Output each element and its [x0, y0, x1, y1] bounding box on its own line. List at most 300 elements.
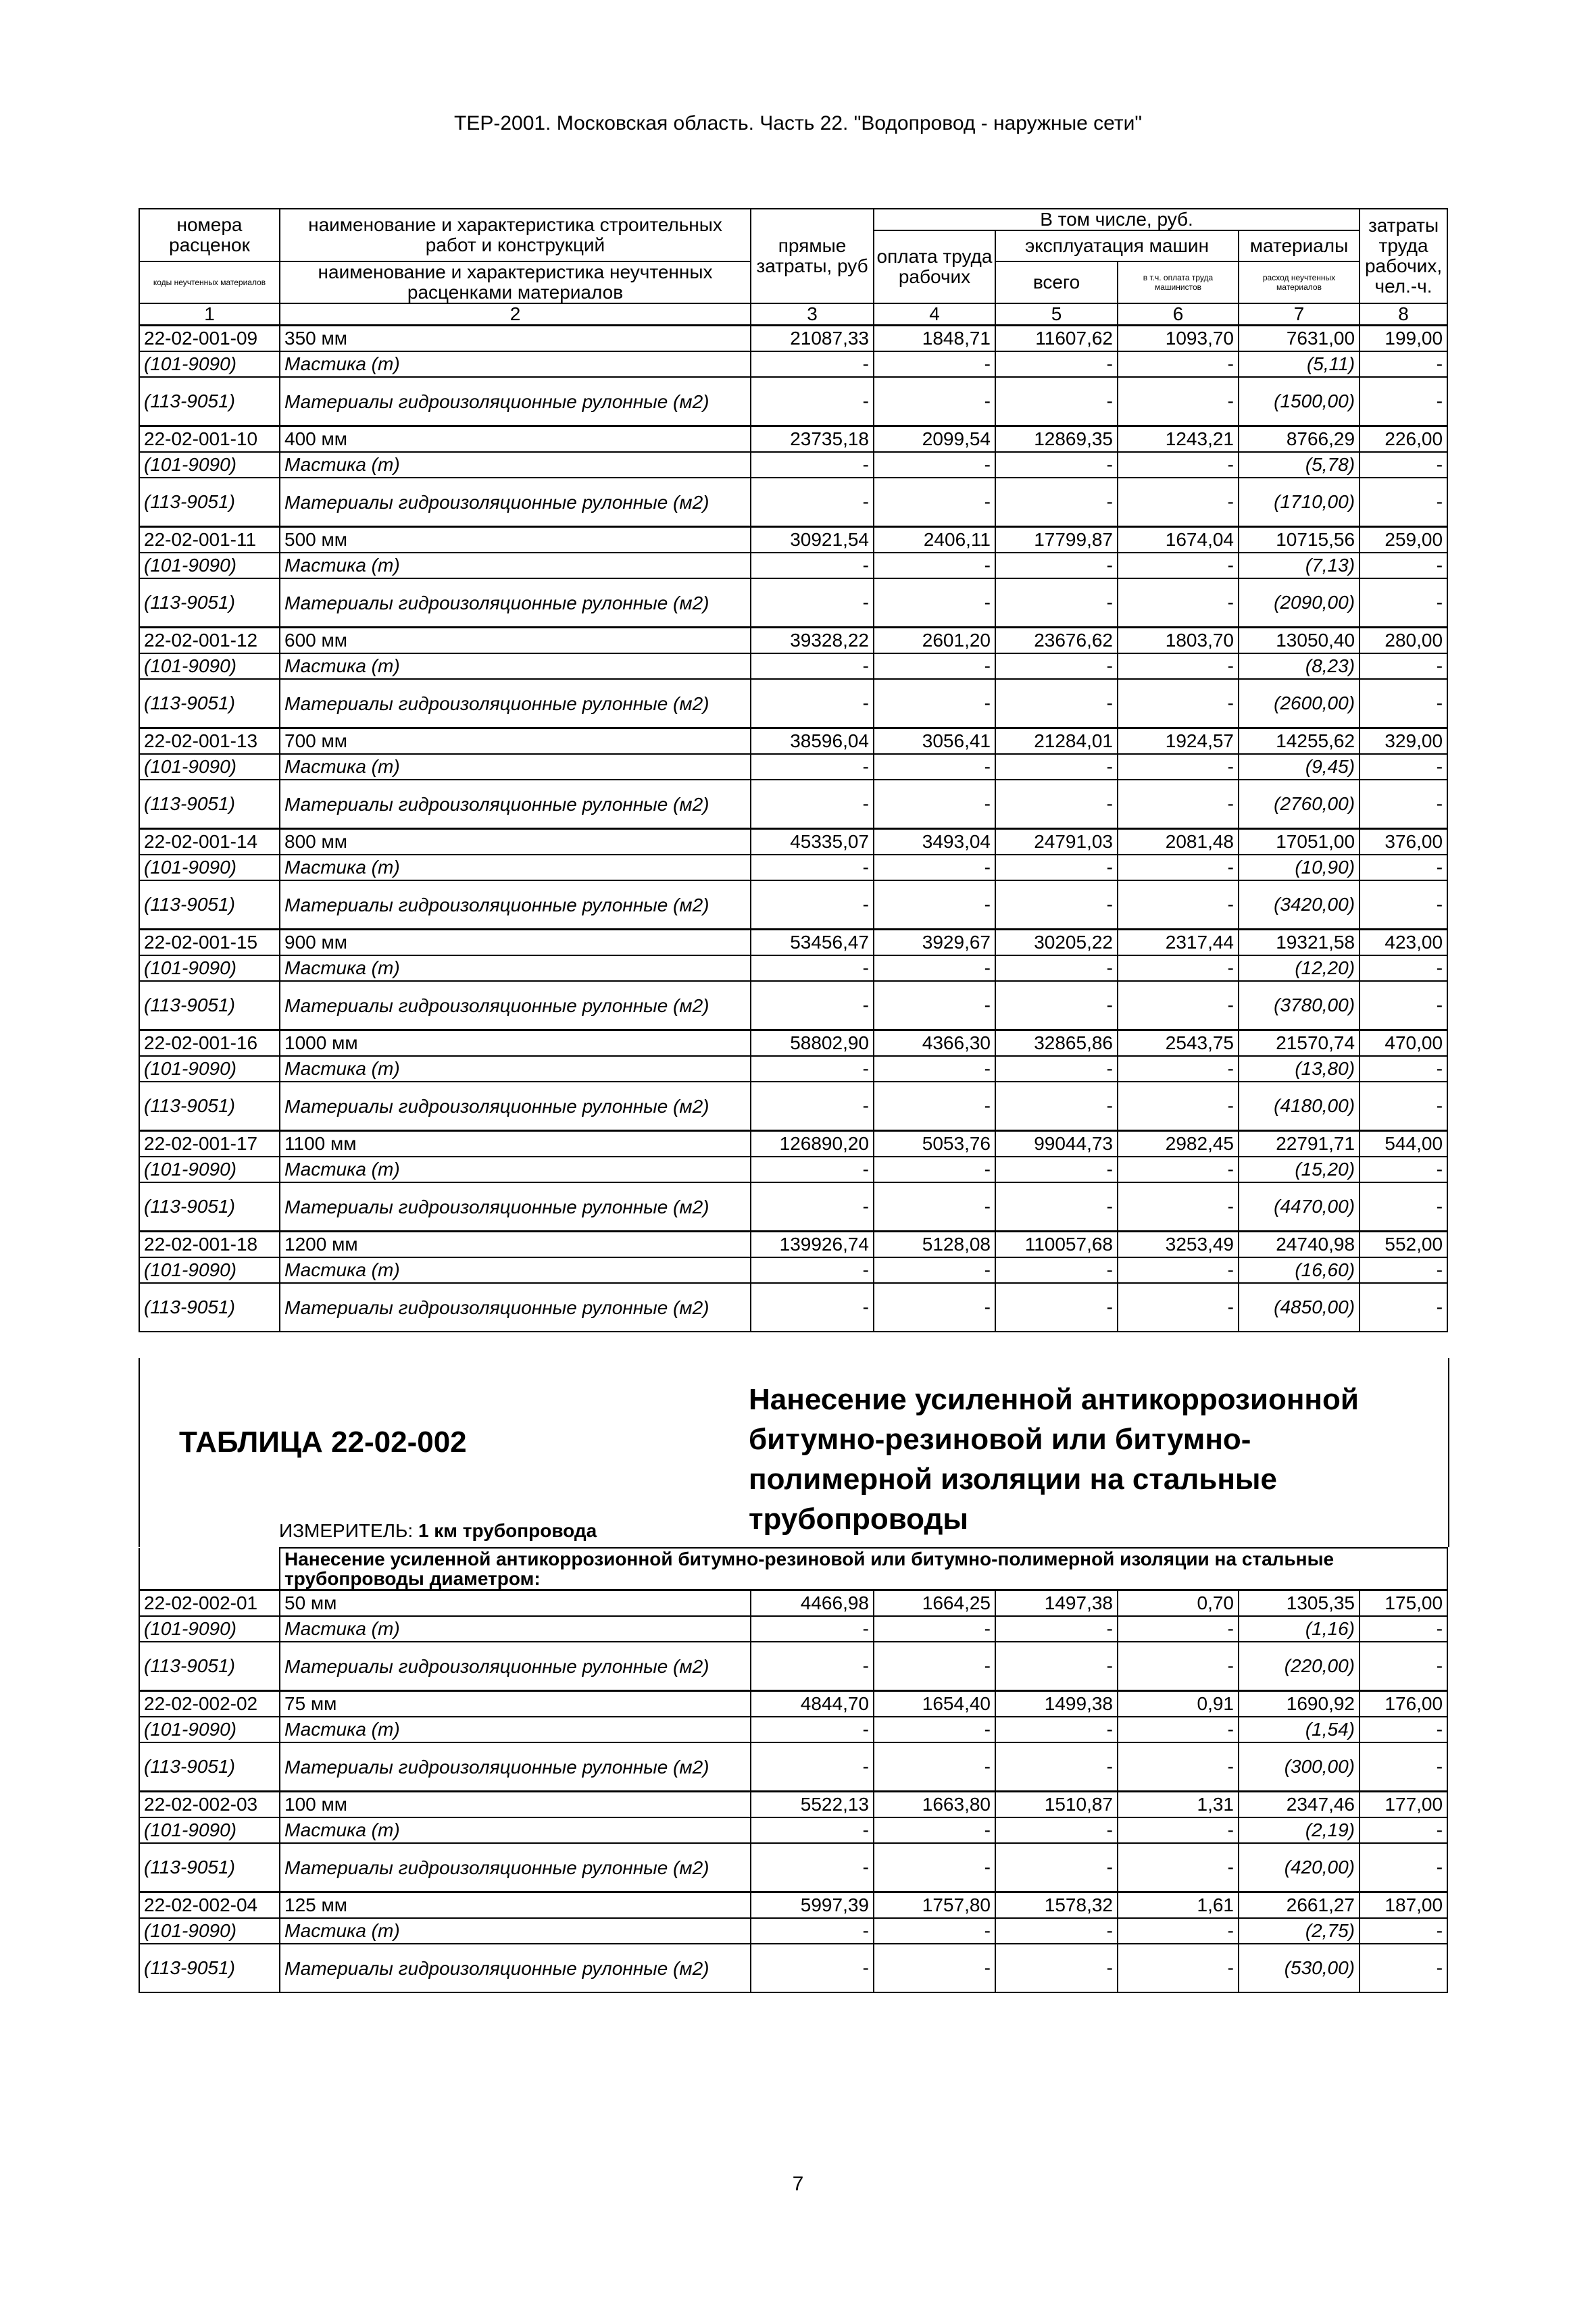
- machines-total: 30205,22: [995, 930, 1118, 956]
- labor-hours: 176,00: [1360, 1691, 1447, 1717]
- rates-table-body: [139, 326, 1447, 1332]
- material-code: (113-9051): [139, 1082, 280, 1131]
- rate-code: 22-02-002-04: [139, 1892, 280, 1919]
- machines-total: 21284,01: [995, 728, 1118, 755]
- direct-costs: 5522,13: [751, 1792, 874, 1818]
- column-number: 4: [874, 303, 995, 326]
- empty-value: -: [751, 1283, 874, 1332]
- empty-value: -: [751, 1257, 874, 1283]
- table-header: [139, 209, 1447, 326]
- material-row: [139, 754, 1447, 780]
- empty-value: -: [995, 1843, 1118, 1892]
- material-name: Материалы гидроизоляционные рулонные (м2): [280, 1182, 751, 1232]
- empty-value: -: [874, 1616, 995, 1642]
- direct-costs: 45335,07: [751, 829, 874, 855]
- material-name: Мастика (т): [280, 653, 751, 679]
- material-row: [139, 452, 1447, 478]
- material-code: (113-9051): [139, 880, 280, 930]
- rate-code: 22-02-002-03: [139, 1792, 280, 1818]
- labor-pay: 1757,80: [874, 1892, 995, 1919]
- operator-pay: 3253,49: [1118, 1232, 1239, 1258]
- material-code: (101-9090): [139, 1257, 280, 1283]
- empty-value: -: [751, 553, 874, 578]
- material-name: Мастика (т): [280, 1717, 751, 1742]
- material-row: [139, 1843, 1447, 1892]
- empty-value: -: [751, 1157, 874, 1182]
- operator-pay: 1093,70: [1118, 326, 1239, 352]
- empty-value: -: [874, 1918, 995, 1944]
- header-labor-pay: оплата труда рабочих: [874, 230, 995, 303]
- material-code: (101-9090): [139, 653, 280, 679]
- empty-value: -: [1118, 981, 1239, 1030]
- empty-value: -: [874, 679, 995, 728]
- material-code: (113-9051): [139, 1843, 280, 1892]
- header-material-consumption: расход неучтенных материалов: [1239, 261, 1360, 303]
- rate-code: 22-02-001-17: [139, 1131, 280, 1157]
- machines-total: 110057,68: [995, 1232, 1118, 1258]
- empty-value: -: [751, 1843, 874, 1892]
- empty-value: -: [1360, 1082, 1447, 1131]
- material-row: [139, 553, 1447, 578]
- empty-value: -: [1118, 679, 1239, 728]
- materials-cost: 17051,00: [1239, 829, 1360, 855]
- empty-value: -: [995, 478, 1118, 527]
- empty-value: -: [1360, 377, 1447, 426]
- table-row: [139, 1030, 1447, 1057]
- material-name: Материалы гидроизоляционные рулонные (м2): [280, 1944, 751, 1992]
- material-code: (101-9090): [139, 754, 280, 780]
- empty-value: -: [1360, 653, 1447, 679]
- materials-cost: 10715,56: [1239, 527, 1360, 553]
- table-row: [139, 930, 1447, 956]
- machines-total: 11607,62: [995, 326, 1118, 352]
- rate-code: 22-02-001-18: [139, 1232, 280, 1258]
- materials-cost: 8766,29: [1239, 426, 1360, 453]
- materials-cost: 1690,92: [1239, 1691, 1360, 1717]
- work-name: 500 мм: [280, 527, 751, 553]
- material-row: [139, 1918, 1447, 1944]
- operator-pay: 2081,48: [1118, 829, 1239, 855]
- empty-value: -: [874, 1182, 995, 1232]
- labor-hours: 544,00: [1360, 1131, 1447, 1157]
- material-name: Мастика (т): [280, 1918, 751, 1944]
- material-row: [139, 1742, 1447, 1792]
- direct-costs: 23735,18: [751, 426, 874, 453]
- empty-value: -: [1360, 553, 1447, 578]
- empty-value: -: [1118, 1742, 1239, 1792]
- empty-value: -: [1118, 1717, 1239, 1742]
- work-name: 800 мм: [280, 829, 751, 855]
- empty-value: -: [874, 1843, 995, 1892]
- rate-code: 22-02-002-01: [139, 1590, 280, 1617]
- material-code: (101-9090): [139, 351, 280, 377]
- rate-code: 22-02-002-02: [139, 1691, 280, 1717]
- column-number: 1: [139, 303, 280, 326]
- material-row: [139, 351, 1447, 377]
- material-consumption: (2760,00): [1239, 780, 1360, 829]
- material-name: Мастика (т): [280, 855, 751, 880]
- empty-value: -: [1118, 1642, 1239, 1691]
- material-consumption: (10,90): [1239, 855, 1360, 880]
- table-row: [139, 1131, 1447, 1157]
- material-consumption: (3780,00): [1239, 981, 1360, 1030]
- material-consumption: (5,78): [1239, 452, 1360, 478]
- empty-value: -: [1118, 452, 1239, 478]
- empty-value: -: [1118, 553, 1239, 578]
- material-consumption: (4470,00): [1239, 1182, 1360, 1232]
- empty-value: -: [751, 1642, 874, 1691]
- page-number: 7: [792, 2173, 804, 2195]
- material-name: Мастика (т): [280, 754, 751, 780]
- empty-value: -: [874, 1817, 995, 1843]
- table-number: ТАБЛИЦА 22-02-002: [179, 1426, 467, 1459]
- material-code: (101-9090): [139, 1056, 280, 1082]
- material-row: [139, 880, 1447, 930]
- empty-value: -: [1360, 1182, 1447, 1232]
- empty-value: -: [995, 780, 1118, 829]
- direct-costs: 39328,22: [751, 628, 874, 654]
- material-row: [139, 653, 1447, 679]
- direct-costs: 4466,98: [751, 1590, 874, 1617]
- material-code: (101-9090): [139, 1817, 280, 1843]
- table-row: [139, 628, 1447, 654]
- header-labor-hours: затраты труда рабочих, чел.-ч.: [1360, 209, 1447, 303]
- material-name: Материалы гидроизоляционные рулонные (м2): [280, 1283, 751, 1332]
- empty-value: -: [1360, 855, 1447, 880]
- empty-value: -: [874, 553, 995, 578]
- materials-cost: 2661,27: [1239, 1892, 1360, 1919]
- empty-value: -: [751, 1918, 874, 1944]
- empty-value: -: [874, 1082, 995, 1131]
- material-name: Материалы гидроизоляционные рулонные (м2): [280, 1742, 751, 1792]
- table-row: [139, 527, 1447, 553]
- labor-hours: 376,00: [1360, 829, 1447, 855]
- empty-value: -: [874, 780, 995, 829]
- material-consumption: (2,19): [1239, 1817, 1360, 1843]
- material-consumption: (300,00): [1239, 1742, 1360, 1792]
- empty-value: -: [874, 653, 995, 679]
- table-row: [139, 1590, 1447, 1617]
- work-name: 600 мм: [280, 628, 751, 654]
- empty-value: -: [874, 754, 995, 780]
- work-name: 350 мм: [280, 326, 751, 352]
- material-code: (113-9051): [139, 679, 280, 728]
- material-name: Мастика (т): [280, 1157, 751, 1182]
- empty-value: -: [751, 1056, 874, 1082]
- labor-pay: 1654,40: [874, 1691, 995, 1717]
- materials-cost: 22791,71: [1239, 1131, 1360, 1157]
- rate-code: 22-02-001-11: [139, 527, 280, 553]
- empty-value: -: [995, 1742, 1118, 1792]
- empty-value: -: [1360, 578, 1447, 628]
- materials-cost: 13050,40: [1239, 628, 1360, 654]
- operator-pay: 2317,44: [1118, 930, 1239, 956]
- empty-value: -: [1118, 653, 1239, 679]
- empty-value: -: [995, 351, 1118, 377]
- direct-costs: 53456,47: [751, 930, 874, 956]
- material-consumption: (3420,00): [1239, 880, 1360, 930]
- empty-value: -: [751, 452, 874, 478]
- labor-hours: 423,00: [1360, 930, 1447, 956]
- empty-value: -: [995, 553, 1118, 578]
- empty-value: -: [995, 981, 1118, 1030]
- rate-code: 22-02-001-16: [139, 1030, 280, 1057]
- table-row: [139, 1232, 1447, 1258]
- empty-value: -: [1360, 955, 1447, 981]
- material-row: [139, 1082, 1447, 1131]
- labor-hours: 226,00: [1360, 426, 1447, 453]
- material-code: (101-9090): [139, 553, 280, 578]
- empty-value: -: [1360, 1257, 1447, 1283]
- work-name: 100 мм: [280, 1792, 751, 1818]
- labor-hours: 177,00: [1360, 1792, 1447, 1818]
- empty-value: -: [874, 955, 995, 981]
- labor-hours: 259,00: [1360, 527, 1447, 553]
- empty-value: -: [995, 1642, 1118, 1691]
- work-name: 75 мм: [280, 1691, 751, 1717]
- rate-code: 22-02-001-12: [139, 628, 280, 654]
- material-code: (113-9051): [139, 578, 280, 628]
- empty-value: -: [1360, 478, 1447, 527]
- direct-costs: 30921,54: [751, 527, 874, 553]
- labor-hours: 552,00: [1360, 1232, 1447, 1258]
- material-code: (113-9051): [139, 1944, 280, 1992]
- material-consumption: (1500,00): [1239, 377, 1360, 426]
- machines-total: 1499,38: [995, 1691, 1118, 1717]
- labor-pay: 2099,54: [874, 426, 995, 453]
- machines-total: 23676,62: [995, 628, 1118, 654]
- labor-pay: 1848,71: [874, 326, 995, 352]
- labor-pay: 3056,41: [874, 728, 995, 755]
- labor-hours: 187,00: [1360, 1892, 1447, 1919]
- header-materials: материалы: [1239, 230, 1360, 261]
- empty-value: -: [751, 478, 874, 527]
- material-name: Материалы гидроизоляционные рулонные (м2): [280, 1642, 751, 1691]
- empty-value: -: [874, 981, 995, 1030]
- header-machines-total: всего: [995, 261, 1118, 303]
- material-consumption: (1710,00): [1239, 478, 1360, 527]
- operator-pay: 2543,75: [1118, 1030, 1239, 1057]
- labor-pay: 3493,04: [874, 829, 995, 855]
- material-code: (113-9051): [139, 780, 280, 829]
- empty-value: -: [995, 754, 1118, 780]
- work-name: 400 мм: [280, 426, 751, 453]
- operator-pay: 0,70: [1118, 1590, 1239, 1617]
- empty-value: -: [995, 855, 1118, 880]
- empty-value: -: [1118, 478, 1239, 527]
- empty-value: -: [874, 855, 995, 880]
- materials-cost: 2347,46: [1239, 1792, 1360, 1818]
- empty-value: -: [1360, 1616, 1447, 1642]
- labor-pay: 2601,20: [874, 628, 995, 654]
- rates-table-2: [139, 1547, 1448, 1993]
- material-row: [139, 1717, 1447, 1742]
- materials-cost: 1305,35: [1239, 1590, 1360, 1617]
- empty-value: -: [751, 1717, 874, 1742]
- empty-value: -: [751, 578, 874, 628]
- material-name: Материалы гидроизоляционные рулонные (м2): [280, 981, 751, 1030]
- labor-pay: 5128,08: [874, 1232, 995, 1258]
- empty-value: -: [1118, 1283, 1239, 1332]
- empty-value: -: [1360, 1157, 1447, 1182]
- operator-pay: 1,31: [1118, 1792, 1239, 1818]
- machines-total: 32865,86: [995, 1030, 1118, 1057]
- empty-value: -: [995, 578, 1118, 628]
- header-rate-numbers: номера расценок: [139, 209, 280, 261]
- empty-value: -: [995, 1944, 1118, 1992]
- empty-value: -: [1360, 780, 1447, 829]
- material-code: (101-9090): [139, 1918, 280, 1944]
- direct-costs: 4844,70: [751, 1691, 874, 1717]
- machines-total: 12869,35: [995, 426, 1118, 453]
- material-name: Мастика (т): [280, 1257, 751, 1283]
- material-name: Материалы гидроизоляционные рулонные (м2): [280, 578, 751, 628]
- direct-costs: 38596,04: [751, 728, 874, 755]
- column-number: 8: [1360, 303, 1447, 326]
- labor-hours: 280,00: [1360, 628, 1447, 654]
- empty-value: -: [874, 1742, 995, 1792]
- operator-pay: 1803,70: [1118, 628, 1239, 654]
- labor-pay: 3929,67: [874, 930, 995, 956]
- labor-pay: 4366,30: [874, 1030, 995, 1057]
- empty-value: -: [995, 377, 1118, 426]
- material-consumption: (530,00): [1239, 1944, 1360, 1992]
- material-code: (113-9051): [139, 1742, 280, 1792]
- empty-value: -: [751, 955, 874, 981]
- empty-value: -: [1360, 1642, 1447, 1691]
- direct-costs: 58802,90: [751, 1030, 874, 1057]
- labor-hours: 199,00: [1360, 326, 1447, 352]
- material-consumption: (4850,00): [1239, 1283, 1360, 1332]
- empty-value: -: [995, 1082, 1118, 1131]
- material-name: Материалы гидроизоляционные рулонные (м2): [280, 478, 751, 527]
- table-row: [139, 326, 1447, 352]
- material-row: [139, 1944, 1447, 1992]
- material-row: [139, 981, 1447, 1030]
- empty-value: -: [874, 377, 995, 426]
- empty-value: -: [1360, 679, 1447, 728]
- labor-pay: 2406,11: [874, 527, 995, 553]
- material-code: (101-9090): [139, 855, 280, 880]
- empty-value: -: [1360, 1817, 1447, 1843]
- material-name: Мастика (т): [280, 351, 751, 377]
- table-row: [139, 728, 1447, 755]
- work-name: 125 мм: [280, 1892, 751, 1919]
- machines-total: 17799,87: [995, 527, 1118, 553]
- empty-value: -: [1118, 1944, 1239, 1992]
- operator-pay: 1674,04: [1118, 527, 1239, 553]
- material-consumption: (16,60): [1239, 1257, 1360, 1283]
- rate-code: 22-02-001-09: [139, 326, 280, 352]
- empty-value: -: [1118, 578, 1239, 628]
- material-code: (113-9051): [139, 478, 280, 527]
- material-row: [139, 955, 1447, 981]
- rate-code: 22-02-001-10: [139, 426, 280, 453]
- empty-value: -: [1118, 1843, 1239, 1892]
- column-number: 7: [1239, 303, 1360, 326]
- empty-value: -: [995, 1157, 1118, 1182]
- table-title: Нанесение усиленной антикоррозионной битумно-резиновой или битумно-полимерной изоляции на стальные трубопроводы: [749, 1383, 1359, 1536]
- table-row: [139, 1691, 1447, 1717]
- empty-value: -: [995, 1817, 1118, 1843]
- empty-value: -: [1118, 1157, 1239, 1182]
- material-row: [139, 578, 1447, 628]
- material-consumption: (15,20): [1239, 1157, 1360, 1182]
- empty-value: -: [995, 1257, 1118, 1283]
- empty-value: -: [1118, 855, 1239, 880]
- labor-hours: 329,00: [1360, 728, 1447, 755]
- material-consumption: (1,54): [1239, 1717, 1360, 1742]
- empty-value: -: [874, 1157, 995, 1182]
- empty-value: -: [874, 1717, 995, 1742]
- empty-value: -: [1360, 1843, 1447, 1892]
- empty-value: -: [995, 1918, 1118, 1944]
- header-operator-pay: в т.ч. оплата труда машинистов: [1118, 261, 1239, 303]
- empty-value: -: [751, 1182, 874, 1232]
- header-material-name: наименование и характеристика неучтенных расценками материалов: [280, 261, 751, 303]
- empty-value: -: [1360, 1742, 1447, 1792]
- material-code: (101-9090): [139, 1717, 280, 1742]
- empty-value: -: [874, 1944, 995, 1992]
- material-row: [139, 1056, 1447, 1082]
- rate-code: 22-02-001-15: [139, 930, 280, 956]
- materials-cost: 24740,98: [1239, 1232, 1360, 1258]
- work-name: 1000 мм: [280, 1030, 751, 1057]
- empty-value: -: [751, 981, 874, 1030]
- empty-value: -: [1360, 981, 1447, 1030]
- empty-value: -: [751, 880, 874, 930]
- machines-total: 24791,03: [995, 829, 1118, 855]
- empty-value: -: [751, 1082, 874, 1131]
- unit-prefix: ИЗМЕРИТЕЛЬ:: [279, 1520, 418, 1541]
- column-number: 6: [1118, 303, 1239, 326]
- empty-value: -: [1360, 754, 1447, 780]
- work-name: 1200 мм: [280, 1232, 751, 1258]
- material-row: [139, 679, 1447, 728]
- labor-hours: 175,00: [1360, 1590, 1447, 1617]
- material-consumption: (2090,00): [1239, 578, 1360, 628]
- empty-value: -: [1118, 1182, 1239, 1232]
- material-row: [139, 1817, 1447, 1843]
- materials-cost: 19321,58: [1239, 930, 1360, 956]
- operator-pay: 1243,21: [1118, 426, 1239, 453]
- unit-of-measure: [279, 1520, 597, 1542]
- unit-value: 1 км трубопровода: [418, 1520, 597, 1541]
- table-row: [139, 829, 1447, 855]
- empty-value: -: [995, 880, 1118, 930]
- material-code: (113-9051): [139, 1642, 280, 1691]
- operator-pay: 2982,45: [1118, 1131, 1239, 1157]
- machines-total: 1510,87: [995, 1792, 1118, 1818]
- material-name: Мастика (т): [280, 1056, 751, 1082]
- empty-value: -: [751, 679, 874, 728]
- direct-costs: 139926,74: [751, 1232, 874, 1258]
- materials-cost: 7631,00: [1239, 326, 1360, 352]
- empty-value: -: [751, 780, 874, 829]
- material-code: (101-9090): [139, 955, 280, 981]
- material-consumption: (4180,00): [1239, 1082, 1360, 1131]
- empty-value: -: [874, 478, 995, 527]
- column-number: 5: [995, 303, 1118, 326]
- empty-value: -: [995, 1283, 1118, 1332]
- machines-total: 1497,38: [995, 1590, 1118, 1617]
- empty-value: -: [874, 351, 995, 377]
- operator-pay: 1,61: [1118, 1892, 1239, 1919]
- work-name: 700 мм: [280, 728, 751, 755]
- caption-spacer: [139, 1548, 280, 1590]
- empty-value: -: [751, 754, 874, 780]
- material-consumption: (9,45): [1239, 754, 1360, 780]
